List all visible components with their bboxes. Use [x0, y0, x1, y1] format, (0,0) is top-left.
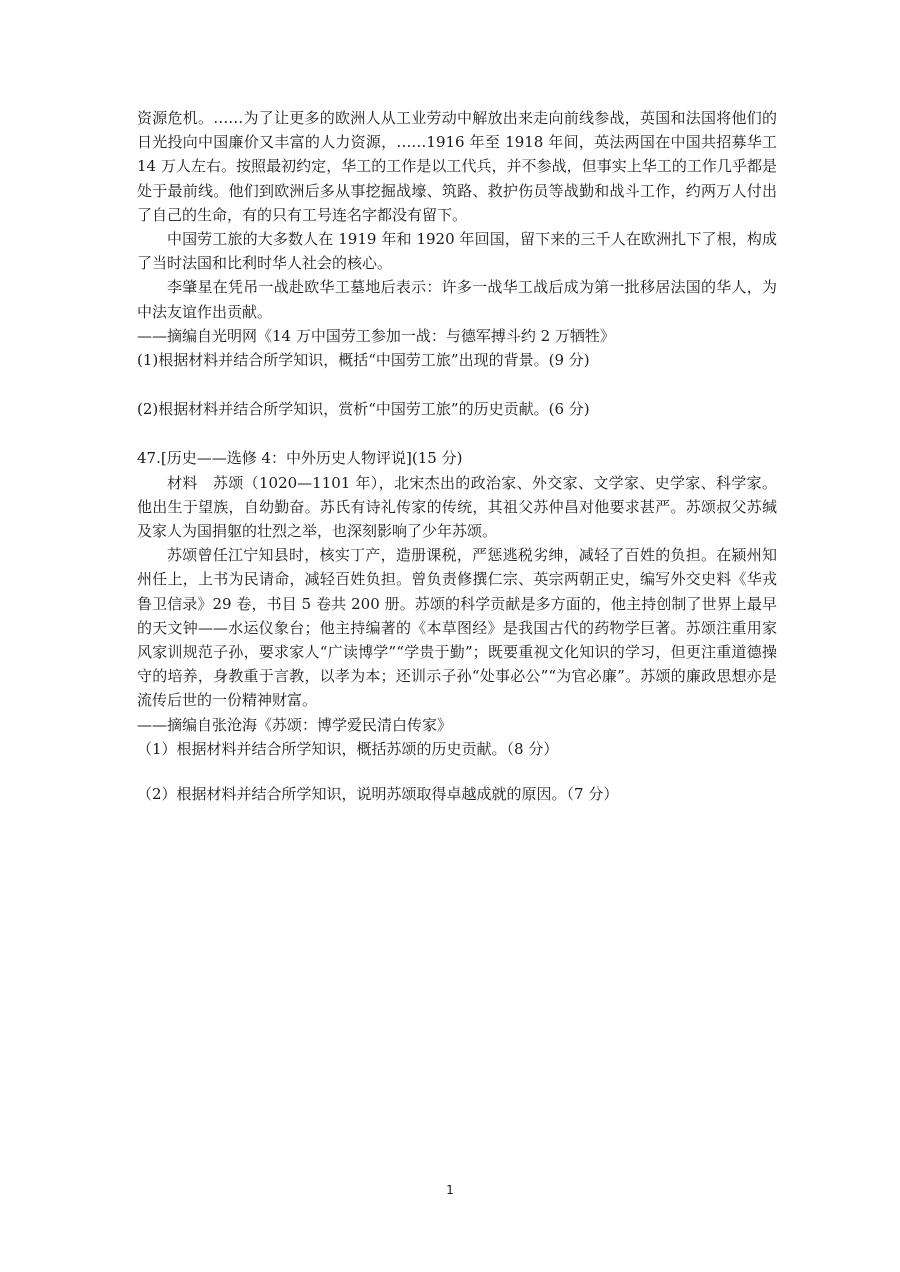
- answer-space: [137, 372, 777, 397]
- question-2: (2)根据材料并结合所学知识，赏析“中国劳工旅”的历史贡献。(6 分): [137, 400, 590, 419]
- question-4: （2）根据材料并结合所学知识，说明苏颂取得卓越成就的原因。（7 分）: [137, 785, 619, 804]
- material-paragraph-3: 李肇星在凭吊一战赴欧华工墓地后表示：许多一战华工战后成为第一批移居法国的华人，为中法友谊作出贡献。: [137, 278, 777, 321]
- material-paragraph-2: 中国劳工旅的大多数人在 1919 年和 1920 年回国，留下来的三千人在欧洲扎下了根，构成了当时法国和比利时华人社会的核心。: [137, 230, 777, 273]
- material-paragraph-4: 材料 苏颂（1020—1101 年），北宋杰出的政治家、外交家、文学家、史学家、科学家。他出生于望族，自幼勤奋。苏氏有诗礼传家的传统，其祖父苏仲昌对他要求甚严。苏颂叔父苏缄及家人为国捐躯的壮烈之举，也深刻影响了少年苏颂。: [137, 473, 777, 541]
- material-paragraph-1: 资源危机。……为了让更多的欧洲人从工业劳动中解放出来走向前线参战，英国和法国将他们的日光投向中国廉价又丰富的人力资源，……1916 年至 1918 年间，英法两国在中国共招募华工 14 万人左右。按照最初约定，华工的工作是以工代兵，并不参战，但事实上华工的工作几乎都是处于最前线。他们到欧洲后多从事挖掘战壕、筑路、救护伤员等战勤和战斗工作，约两万人付出了自己的生命，有的只有工号连名字都没有留下。: [137, 109, 777, 224]
- question-3: （1）根据材料并结合所学知识，概括苏颂的历史贡献。（8 分）: [137, 739, 559, 758]
- material-source: ——摘编自光明网《14 万中国劳工参加一战：与德军搏斗约 2 万牺牲》: [137, 326, 615, 345]
- document-body: [137, 106, 777, 806]
- answer-space: [137, 421, 777, 446]
- page-number: 1: [446, 1183, 454, 1197]
- material-paragraph-5: 苏颂曾任江宁知县时，核实丁产，造册课税，严惩逃税劣绅，减轻了百姓的负担。在颍州知州任上，上书为民请命，减轻百姓负担。曾负责修撰仁宗、英宗两朝正史，编写外交史料《华戎鲁卫信录》29 卷，书目 5 卷共 200 册。苏颂的科学贡献是多方面的，他主持创制了世界上最早的天文钟——水运仪象台；他主持编著的《本草图经》是我国古代的药物学巨著。苏颂注重用家风家训规范子孙，要求家人“广读博学”“学贵于勤”；既要重视文化知识的学习，但更注重道德操守的培养，身教重于言教，以孝为本；还训示子孙“处事必公”“为官必廉”。苏颂的廉政思想亦是流传后世的一份精神财富。: [137, 546, 777, 710]
- answer-space: [137, 761, 777, 782]
- question-1: (1)根据材料并结合所学知识，概括“中国劳工旅”出现的背景。(9 分): [137, 351, 590, 370]
- material-source: ——摘编自张沧海《苏颂：博学爱民清白传家》: [137, 715, 453, 734]
- section-heading: 47.[历史——选修 4：中外历史人物评说](15 分): [137, 449, 463, 468]
